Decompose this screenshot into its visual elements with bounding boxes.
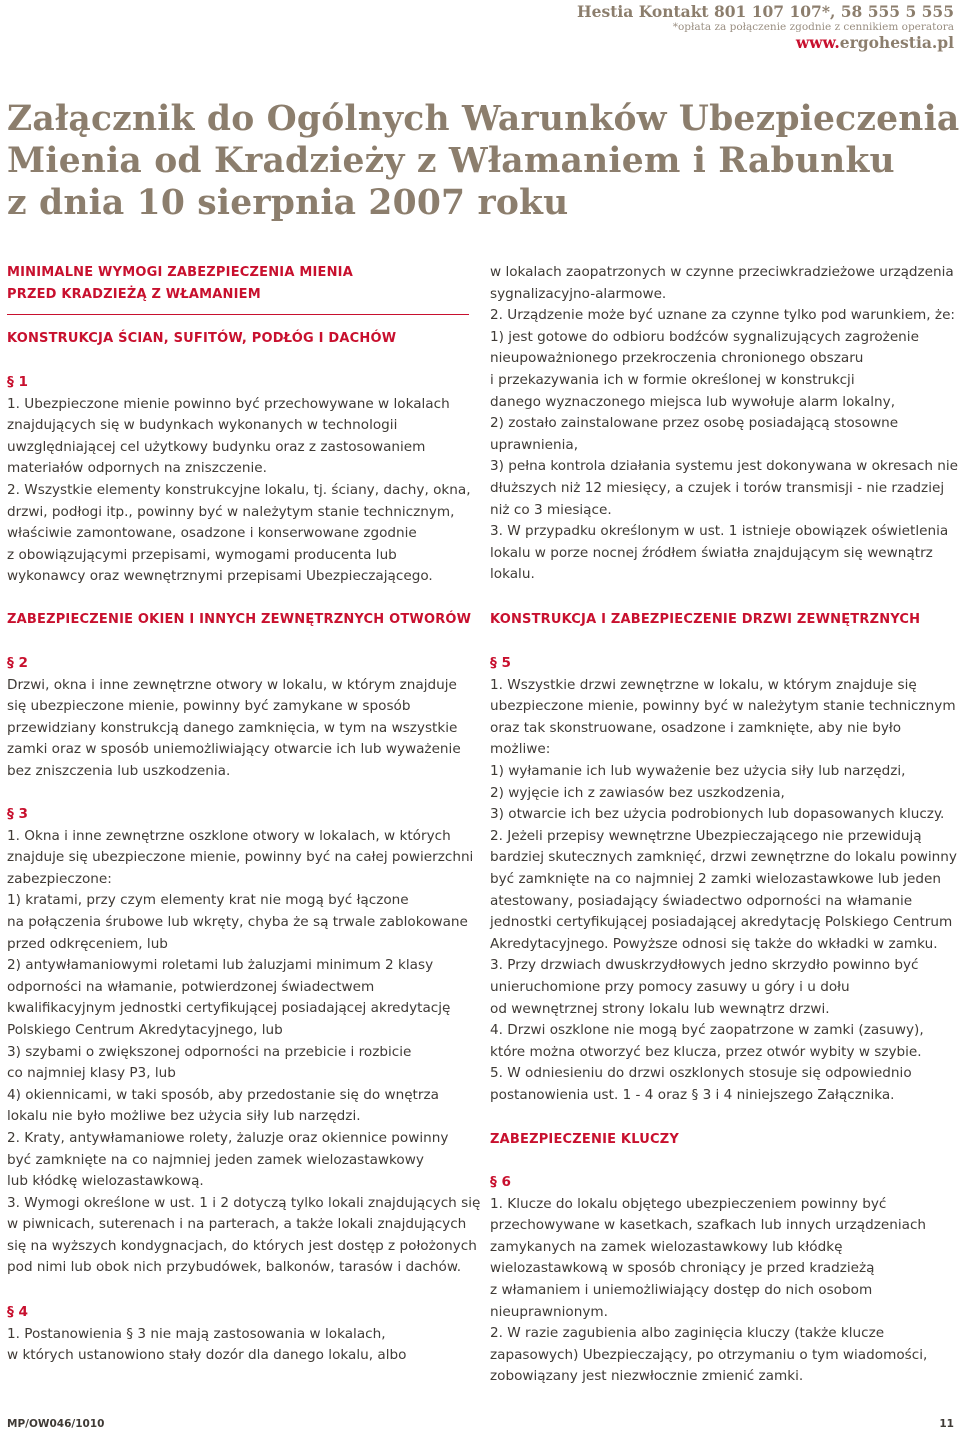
text-line: przed odkręceniem, lub: [7, 935, 168, 952]
section-2: [7, 653, 469, 783]
text-line: 1. Okna i inne zewnętrzne oszklone otwory w lokalach, w których: [7, 827, 451, 844]
text-line: nieupoważnionego przekroczenia chronionego obszaru: [490, 350, 864, 367]
website-prefix: www.: [795, 33, 840, 52]
text-line: przechowywane w kasetkach, szafkach lub innych urządzeniach: [490, 1217, 927, 1234]
heading-windows-protection: ZABEZPIECZENIE OKIEN I INNYCH ZEWNĘTRZNYCH OTWORÓW: [7, 612, 472, 627]
text-line: 1) kratami, przy czym elementy krat nie mogą być łączone: [7, 892, 409, 909]
text-line: zobowiązany jest niezwłocznie zmienić zamki.: [490, 1368, 804, 1385]
text-line: być zamknięte na co najmniej 2 zamki wielozastawkowe lub jeden: [490, 870, 941, 887]
text-line: ubezpieczone mienie, powinny być w należytym stanie technicznym: [490, 698, 956, 715]
page-number: 11: [939, 1418, 954, 1430]
text-line: 1) jest gotowe do odbioru bodźców sygnalizujących zagrożenie: [490, 328, 919, 345]
text-line: się na wyższych kondygnacjach, do których jest dostęp z położonych: [7, 1237, 477, 1254]
heading-line: PRZED KRADZIEŻĄ Z WŁAMANIEM: [7, 286, 261, 302]
text-line: zamki oraz w sposób uniemożliwiający otwarcie ich lub wyważenie: [7, 741, 461, 758]
text-line: 2) antywłamaniowymi roletami lub żaluzjami minimum 2 klasy: [7, 957, 434, 974]
text-line: 5. W odniesieniu do drzwi oszklonych stosuje się odpowiednio: [490, 1065, 912, 1082]
section-text: [7, 394, 469, 588]
section-text: [490, 675, 957, 1107]
text-line: lokalu nie było możliwe bez użycia siły lub narzędzi.: [7, 1108, 361, 1125]
text-line: zabezpieczone:: [7, 870, 112, 887]
text-line: 4. Drzwi oszklone nie mogą być zaopatrzone w zamki (zasuwy),: [490, 1022, 924, 1039]
text-line: wykonawcy oraz wewnętrznymi przepisami Ubezpieczającego.: [7, 568, 433, 585]
text-line: nieuprawnionym.: [490, 1303, 608, 1320]
website-link[interactable]: [577, 34, 954, 51]
text-line: bez zniszczenia lub uszkodzenia.: [7, 762, 231, 779]
text-line: niż co 3 miesiące.: [490, 501, 612, 518]
text-line: 2. Jeżeli przepisy wewnętrzne Ubezpieczającego nie przewidują: [490, 827, 922, 844]
text-line: unieruchomione przy pomocy zasuwy u góry i u dołu: [490, 978, 850, 995]
text-line: w których ustanowiono stały dozór dla danego lokalu, albo: [7, 1347, 407, 1364]
section-text: [7, 826, 481, 1279]
text-line: i przekazywania ich w formie określonej w konstrukcji: [490, 371, 855, 388]
text-line: zamykanych na zamek wielozastawkowy lub kłódkę: [490, 1238, 843, 1255]
text-line: dłuższych niż 12 miesięcy, a czujek i torów transmisji - nie rzadziej: [490, 479, 945, 496]
contact-note: *opłata za połączenie zgodnie z cennikiem operatora: [672, 21, 954, 33]
text-line: na połączenia śrubowe lub wkręty, chyba że są trwale zablokowane: [7, 913, 468, 930]
section-text: [490, 1194, 952, 1388]
section-number: § 6: [490, 1174, 511, 1190]
text-line: lokalu w porze nocnej źródłem światła znajdującym się wewnątrz: [490, 544, 933, 561]
section-number: § 1: [7, 374, 28, 390]
text-line: być zamknięte na co najmniej jeden zamek wielozastawkowy: [7, 1151, 424, 1168]
text-line: drzwi, podłogi itp., powinny być w należytym stanie technicznym,: [7, 503, 455, 520]
text-line: pod nimi lub obok nich przybudówek, balkonów, tarasów i dachów.: [7, 1259, 462, 1276]
text-line: lub kłódkę wielozastawkową.: [7, 1173, 204, 1190]
text-line: z obowiązującymi przepisami, wymogami producenta lub: [7, 546, 397, 563]
text-line: jednostki certyfikującej posiadającej akredytację Polskiego Centrum: [490, 914, 953, 931]
text-line: odporności na włamanie, potwierdzonej świadectwem: [7, 978, 375, 995]
text-line: przewidziany konstrukcją danego zamknięcia, w tym na wszystkie: [7, 719, 458, 736]
text-line: 1) wyłamanie ich lub wyważenie bez użycia siły lub narzędzi,: [490, 762, 906, 779]
section-text: [490, 262, 959, 586]
text-line: 1. Postanowienia § 3 nie mają zastosowania w lokalach,: [7, 1325, 386, 1342]
text-line: 3) szybami o zwiększonej odporności na przebicie i rozbicie: [7, 1043, 412, 1060]
text-line: lokalu.: [490, 566, 535, 583]
heading-walls-construction: KONSTRUKCJA ŚCIAN, SUFITÓW, PODŁÓG I DACHÓW: [7, 331, 397, 346]
section-text: [7, 1324, 469, 1367]
heading-divider: [7, 314, 469, 315]
contact-header: [577, 3, 954, 51]
section-number: § 5: [490, 655, 511, 671]
contact-phone: Hestia Kontakt 801 107 107*, 58 555 5 555: [577, 2, 954, 21]
heading-line: MINIMALNE WYMOGI ZABEZPIECZENIA MIENIA: [7, 265, 353, 280]
section-number: § 2: [7, 655, 28, 671]
text-line: 1. Wszystkie drzwi zewnętrzne w lokalu, w którym znajduje się: [490, 676, 917, 693]
text-line: kwalifikacyjnym jednostki certyfikującej posiadającej akredytację: [7, 1000, 451, 1017]
heading-door-construction: KONSTRUKCJA I ZABEZPIECZENIE DRZWI ZEWNĘTRZNYCH: [490, 612, 921, 627]
title-line: Załącznik do Ogólnych Warunków Ubezpieczenia: [7, 99, 960, 139]
text-line: atestowany, posiadający świadectwo odporności na włamanie: [490, 892, 913, 909]
text-line: w piwnicach, suterenach i na parterach, a także lokali znajdujących: [7, 1216, 467, 1233]
text-line: Akredytacyjnego. Powyższe odnosi się także do wkładki w zamku.: [490, 935, 938, 952]
text-line: 2. Urządzenie może być uznane za czynne tylko pod warunkiem, że:: [490, 307, 956, 324]
section-6: [490, 1172, 952, 1388]
section-number: § 3: [7, 806, 28, 822]
text-line: 3) otwarcie ich bez użycia podrobionych lub dopasowanych kluczy.: [490, 806, 945, 823]
text-line: Polskiego Centrum Akredytacyjnego, lub: [7, 1021, 283, 1038]
text-line: właściwie zamontowane, osadzone i konserwowane zgodnie: [7, 525, 417, 542]
website-domain: ergohestia.pl: [839, 33, 954, 52]
section-4-continued: [490, 262, 959, 586]
text-line: co najmniej klasy P3, lub: [7, 1065, 176, 1082]
title-line: Mienia od Kradzieży z Włamaniem i Rabunku: [7, 141, 895, 181]
text-line: uprawnienia,: [490, 436, 579, 453]
text-line: 1. Ubezpieczone mienie powinno być przechowywane w lokalach: [7, 395, 450, 412]
text-line: 2. Kraty, antywłamaniowe rolety, żaluzje oraz okiennice powinny: [7, 1129, 449, 1146]
text-line: 4) okiennicami, w taki sposób, aby przedostanie się do wnętrza: [7, 1086, 439, 1103]
section-text: [7, 675, 469, 783]
text-line: możliwe:: [490, 741, 551, 758]
text-line: postanowienia ust. 1 - 4 oraz § 3 i 4 niniejszego Załącznika.: [490, 1086, 895, 1103]
text-line: 3. Wymogi określone w ust. 1 i 2 dotyczą tylko lokali znajdujących się: [7, 1194, 481, 1211]
text-line: 2) wyjęcie ich z zawiasów bez uszkodzenia,: [490, 784, 785, 801]
text-line: 1. Klucze do lokalu objętego ubezpieczeniem powinny być: [490, 1195, 887, 1212]
text-line: 2. Wszystkie elementy konstrukcyjne lokalu, tj. ściany, dachy, okna,: [7, 481, 471, 498]
text-line: Drzwi, okna i inne zewnętrzne otwory w lokalu, w którym znajduje: [7, 676, 457, 693]
title-line: z dnia 10 sierpnia 2007 roku: [7, 183, 569, 223]
section-number: § 4: [7, 1304, 28, 1320]
text-line: które można otworzyć bez klucza, przez otwór wybity w szybie.: [490, 1043, 922, 1060]
text-line: 3. Przy drzwiach dwuskrzydłowych jedno skrzydło powinno być: [490, 957, 919, 974]
text-line: w lokalach zaopatrzonych w czynne przeciwkradzieżowe urządzenia: [490, 264, 954, 280]
text-line: uwzględniającej cel użytkowy budynku oraz z zastosowaniem: [7, 438, 426, 455]
text-line: zapasowych) Ubezpieczający, po otrzymaniu o tym wiadomości,: [490, 1346, 928, 1363]
heading-minimal-requirements: [7, 262, 469, 305]
text-line: wielozastawkową w sposób chroniący je przed kradzieżą: [490, 1260, 875, 1277]
text-line: 3) pełna kontrola działania systemu jest dokonywana w okresach nie: [490, 458, 959, 475]
heading-keys-protection: ZABEZPIECZENIE KLUCZY: [490, 1132, 679, 1147]
section-1: [7, 372, 469, 588]
text-line: od wewnętrznej strony lokalu lub wewnątrz drzwi.: [490, 1000, 830, 1017]
text-line: materiałów odpornych na zniszczenie.: [7, 460, 267, 477]
text-line: bardziej skutecznych zamknięć, drzwi zewnętrzne do lokalu powinny: [490, 849, 957, 866]
text-line: oraz tak skonstruowane, osadzone i zamknięte, aby nie było: [490, 719, 902, 736]
section-4: [7, 1302, 469, 1367]
section-3: [7, 804, 481, 1279]
document-title: [7, 98, 960, 224]
text-line: 3. W przypadku określonym w ust. 1 istnieje obowiązek oświetlenia: [490, 523, 949, 540]
text-line: znajduje się ubezpieczone mienie, powinny być na całej powierzchni: [7, 849, 474, 866]
text-line: 2. W razie zagubienia albo zaginięcia kluczy (także klucze: [490, 1325, 885, 1342]
section-5: [490, 653, 957, 1106]
document-code: MP/OW046/1010: [7, 1418, 105, 1430]
text-line: znajdujących się w budynkach wykonanych w technologii: [7, 417, 398, 434]
text-line: 2) zostało zainstalowane przez osobę posiadającą stosowne: [490, 415, 899, 432]
text-line: się ubezpieczone mienie, powinny być zamykane w sposób: [7, 698, 411, 715]
text-line: sygnalizacyjno-alarmowe.: [490, 285, 667, 302]
text-line: danego wyznaczonego miejsca lub wywołuje alarm lokalny,: [490, 393, 896, 410]
text-line: z włamaniem i uniemożliwiający dostęp do nich osobom: [490, 1281, 873, 1298]
